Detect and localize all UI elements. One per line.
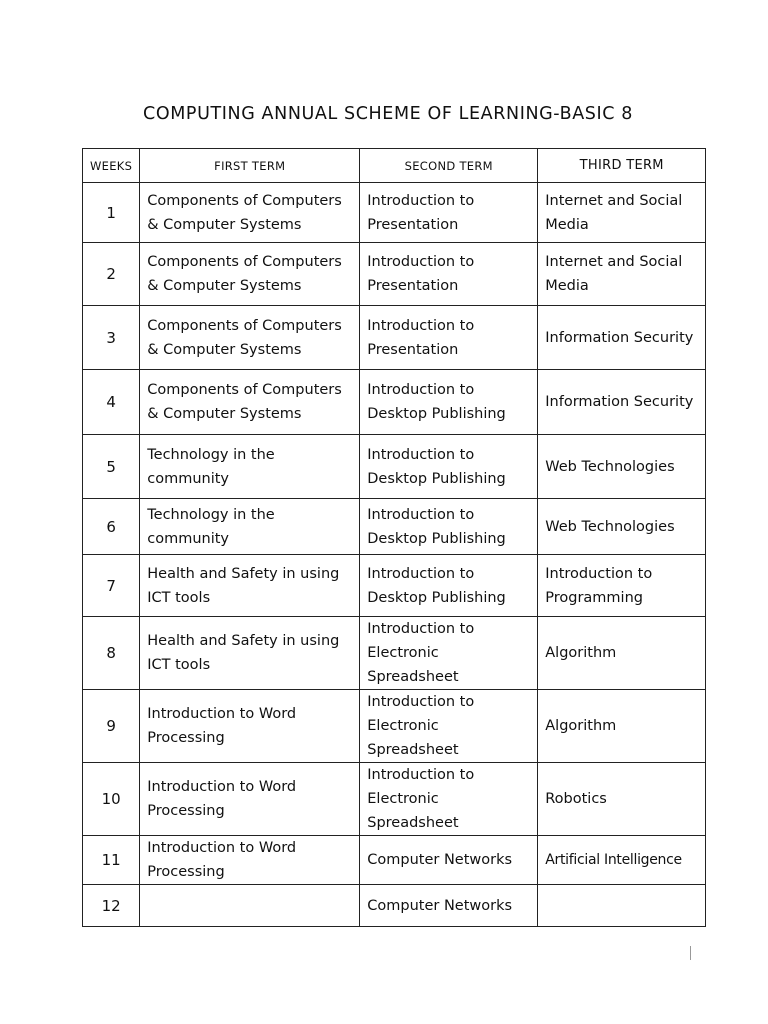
table-row — [83, 885, 706, 927]
week-number: 12 — [83, 885, 140, 927]
third-term-line: Media — [545, 278, 589, 294]
first-term-line: Health and Safety in using — [147, 565, 340, 582]
second-term-line: Introduction to — [367, 382, 475, 398]
second-term-line: Presentation — [367, 278, 459, 294]
second-term-cell — [360, 435, 538, 499]
first-term-line: Components of Computers — [147, 254, 342, 270]
second-term-cell — [360, 836, 538, 885]
first-term-line: & Computer Systems — [147, 216, 302, 233]
first-term-line: Introduction to Word — [147, 840, 297, 856]
third-term-cell — [538, 435, 706, 499]
third-term-line: Introduction to — [545, 565, 653, 582]
second-term-line: Introduction to — [367, 446, 475, 463]
second-term-line: Introduction to — [367, 317, 475, 334]
first-term-line: & Computer Systems — [147, 406, 302, 422]
table-row — [83, 499, 706, 555]
week-number: 2 — [83, 243, 140, 306]
page-marker — [690, 946, 691, 960]
table-row — [83, 555, 706, 617]
first-term-line: Components of Computers — [147, 382, 342, 398]
second-term-cell — [360, 885, 538, 927]
third-term-cell — [538, 617, 706, 690]
scheme-table — [82, 148, 706, 927]
table-header-row — [83, 149, 706, 183]
week-number: 9 — [83, 690, 140, 763]
first-term-line: community — [147, 470, 230, 487]
table-row — [83, 763, 706, 836]
second-term-line: Introduction to — [367, 565, 475, 582]
first-term-line: Components of Computers — [147, 192, 342, 209]
week-number: 10 — [83, 763, 140, 836]
week-number: 8 — [83, 617, 140, 690]
second-term-line: Electronic Spreadsheet — [367, 791, 459, 831]
first-term-line: Technology in the — [147, 446, 275, 463]
third-term-cell — [538, 555, 706, 617]
second-term-line: Desktop Publishing — [367, 589, 506, 606]
first-term-cell — [140, 183, 360, 243]
table-row — [83, 836, 706, 885]
second-term-line: Introduction to — [367, 621, 475, 637]
second-term-cell — [360, 555, 538, 617]
first-term-cell — [140, 306, 360, 370]
table-row — [83, 243, 706, 306]
first-term-cell — [140, 555, 360, 617]
second-term-cell — [360, 617, 538, 690]
first-term-line: & Computer Systems — [147, 278, 302, 294]
header-weeks: WEEKS — [83, 149, 140, 183]
third-term-cell — [538, 370, 706, 435]
first-term-line: Health and Safety in using — [147, 633, 340, 649]
table-row — [83, 690, 706, 763]
second-term-cell — [360, 370, 538, 435]
first-term-cell — [140, 617, 360, 690]
third-term-cell — [538, 885, 706, 927]
header-third-term: THIRD TERM — [538, 149, 706, 183]
page-title: COMPUTING ANNUAL SCHEME OF LEARNING-BASIC 8 — [143, 104, 633, 124]
first-term-line: Processing — [147, 864, 225, 880]
third-term-line: Programming — [545, 589, 643, 606]
second-term-line: Introduction to — [367, 767, 475, 783]
first-term-cell — [140, 370, 360, 435]
second-term-line: Introduction to — [367, 254, 475, 270]
third-term-line: Artificial Intelligence — [545, 852, 682, 868]
second-term-line: Introduction to — [367, 192, 475, 209]
first-term-line: ICT tools — [147, 589, 211, 606]
third-term-line: Algorithm — [545, 645, 617, 661]
table-row — [83, 183, 706, 243]
third-term-line: Internet and Social — [545, 254, 683, 270]
second-term-line: Introduction to — [367, 694, 475, 710]
week-number: 4 — [83, 370, 140, 435]
third-term-cell — [538, 690, 706, 763]
first-term-line: Introduction to Word — [147, 706, 297, 722]
third-term-cell — [538, 763, 706, 836]
second-term-cell — [360, 183, 538, 243]
week-number: 7 — [83, 555, 140, 617]
third-term-line: Web Technologies — [545, 518, 675, 535]
third-term-cell — [538, 183, 706, 243]
second-term-cell — [360, 690, 538, 763]
second-term-line: Electronic Spreadsheet — [367, 645, 459, 685]
first-term-cell — [140, 763, 360, 836]
first-term-cell — [140, 836, 360, 885]
table-row — [83, 435, 706, 499]
first-term-cell — [140, 885, 360, 927]
first-term-line: Technology in the — [147, 506, 275, 523]
week-number: 6 — [83, 499, 140, 555]
first-term-line: community — [147, 530, 230, 547]
third-term-cell — [538, 243, 706, 306]
second-term-cell — [360, 763, 538, 836]
week-number: 5 — [83, 435, 140, 499]
second-term-line: Presentation — [367, 216, 459, 233]
first-term-line: Components of Computers — [147, 317, 342, 334]
second-term-line: Computer Networks — [367, 852, 513, 868]
week-number: 3 — [83, 306, 140, 370]
header-second-term: SECOND TERM — [360, 149, 538, 183]
third-term-line: Robotics — [545, 791, 607, 807]
first-term-line: Processing — [147, 803, 225, 819]
first-term-line: Introduction to Word — [147, 779, 297, 795]
second-term-line: Desktop Publishing — [367, 470, 506, 487]
second-term-line: Electronic Spreadsheet — [367, 718, 459, 758]
second-term-cell — [360, 243, 538, 306]
first-term-line: ICT tools — [147, 657, 211, 673]
week-number: 1 — [83, 183, 140, 243]
first-term-line: & Computer Systems — [147, 341, 302, 358]
first-term-cell — [140, 243, 360, 306]
table-row — [83, 370, 706, 435]
first-term-cell — [140, 499, 360, 555]
second-term-line: Desktop Publishing — [367, 530, 506, 547]
table-row — [83, 306, 706, 370]
third-term-line: Information Security — [545, 329, 694, 346]
second-term-cell — [360, 306, 538, 370]
first-term-cell — [140, 690, 360, 763]
first-term-line: Processing — [147, 730, 225, 746]
third-term-line: Information Security — [545, 394, 694, 410]
header-first-term: FIRST TERM — [140, 149, 360, 183]
second-term-line: Presentation — [367, 341, 459, 358]
third-term-cell — [538, 499, 706, 555]
second-term-line: Desktop Publishing — [367, 406, 506, 422]
third-term-cell — [538, 836, 706, 885]
second-term-line: Introduction to — [367, 506, 475, 523]
week-number: 11 — [83, 836, 140, 885]
third-term-line: Web Technologies — [545, 458, 675, 475]
third-term-line: Algorithm — [545, 718, 617, 734]
third-term-line: Media — [545, 216, 589, 233]
third-term-line: Internet and Social — [545, 192, 683, 209]
table-row — [83, 617, 706, 690]
second-term-cell — [360, 499, 538, 555]
first-term-cell — [140, 435, 360, 499]
third-term-cell — [538, 306, 706, 370]
second-term-line: Computer Networks — [367, 897, 513, 914]
